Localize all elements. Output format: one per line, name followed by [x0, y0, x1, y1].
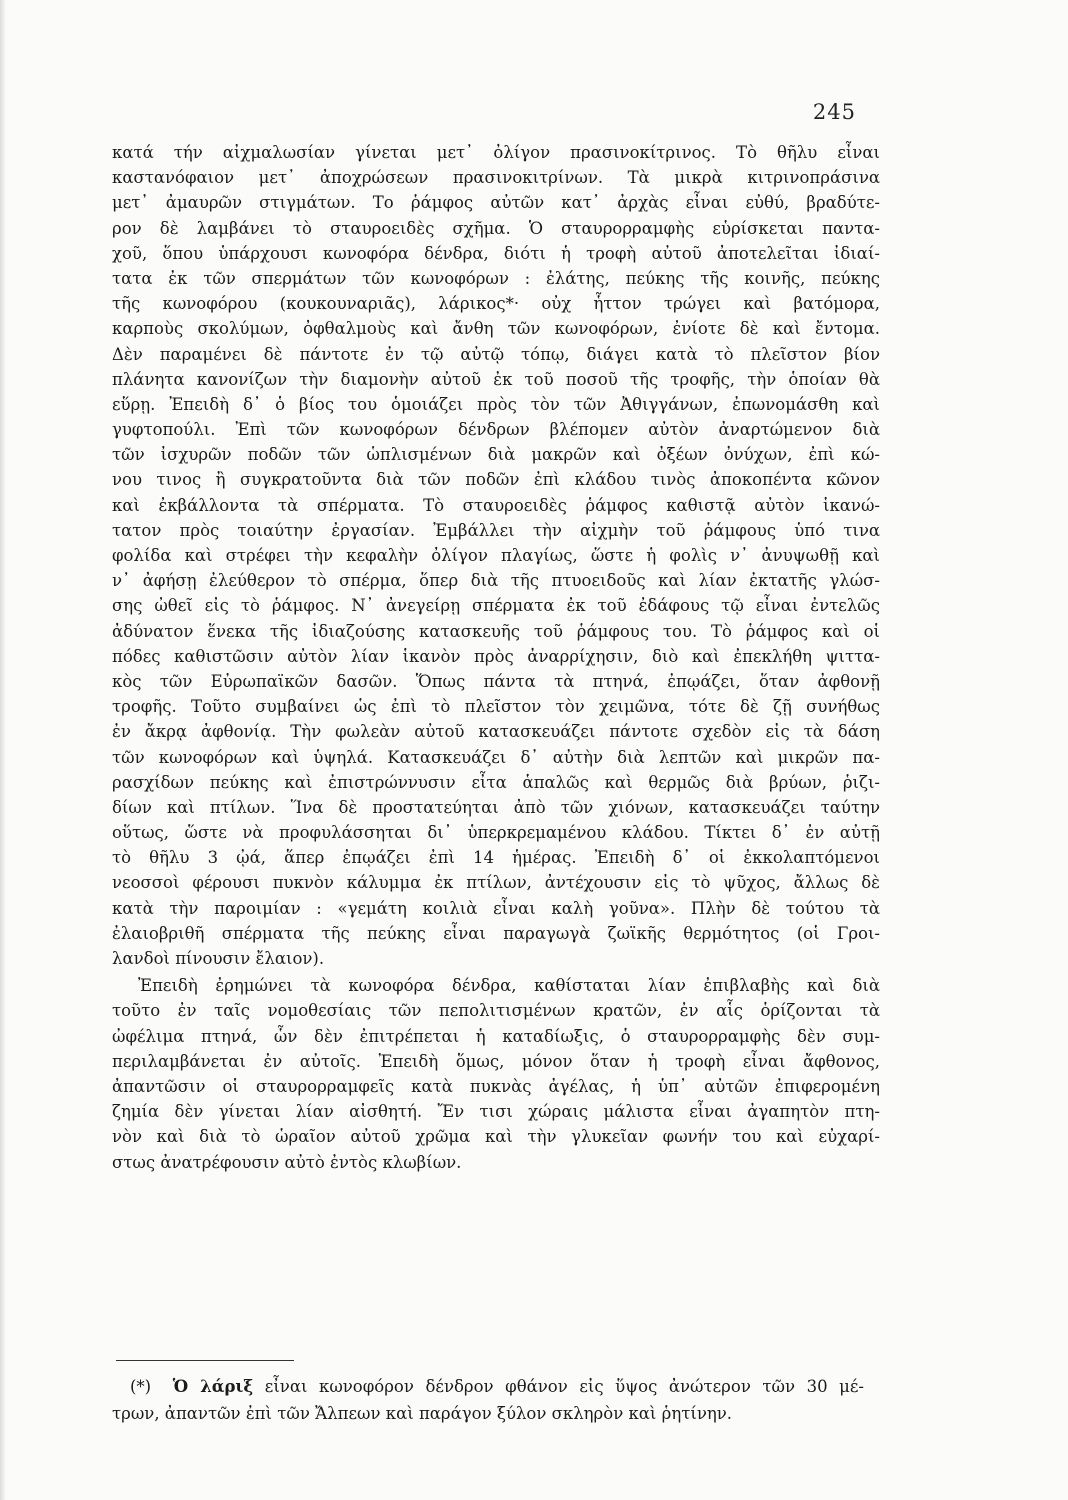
text-line: δίων καὶ πτίλων. Ἵνα δὲ προστατεύηται ἀπὸ τῶν χιόνων, κατασκευάζει ταύτην	[112, 797, 880, 817]
text-line: ν᾽ ἀφήσῃ ἐλεύθερον τὸ σπέρμα, ὅπερ διὰ τῆς πτυοειδοῦς καὶ λίαν ἐκτατῆς γλώσ-	[112, 571, 880, 591]
footnote-marker: (*)	[130, 1377, 152, 1396]
text-line: ἐλαιοβριθῆ σπέρματα τῆς πεύκης εἶναι παραγωγὰ ζωϊκῆς θερμότητος (οἱ Γροι-	[112, 923, 880, 943]
footnote-divider	[116, 1360, 294, 1361]
paragraph-crossbill-harm	[112, 973, 880, 1175]
text-line: νεοσσοὶ φέρουσι πυκνὸν κάλυμμα ἐκ πτίλων, ἀντέχουσιν εἰς τὸ ψῦχος, ἄλλως δὲ	[112, 873, 880, 893]
text-line: τατα ἐκ τῶν σπερμάτων τῶν κωνοφόρων : ἐλάτης, πεύκης τῆς κοινῆς, πεύκης	[112, 268, 880, 288]
text-line: ἀπαντῶσιν οἱ σταυρορραμφεῖς κατὰ πυκνὰς ἀγέλας, ἡ ὑπ᾽ αὐτῶν ἐπιφερομένη	[112, 1076, 880, 1096]
footnote-term: Ὁ λάριξ	[172, 1377, 254, 1396]
text-line: ρον δὲ λαμβάνει τὸ σταυροειδὲς σχῆμα. Ὁ σταυρορραμφὴς εὑρίσκεται παντα-	[112, 218, 880, 238]
text-line: μετ᾽ ἀμαυρῶν στιγμάτων. Το ῥάμφος αὐτῶν κατ᾽ ἀρχὰς εἶναι εὐθύ, βραδύτε-	[112, 193, 880, 213]
text-line: λανδοὶ πίνουσιν ἔλαιον).	[112, 949, 325, 968]
text-line: φολίδα καὶ στρέφει τὴν κεφαλὴν ὀλίγον πλαγίως, ὥστε ἡ φολὶς ν᾽ ἀνυψωθῇ καὶ	[112, 546, 880, 565]
footnote	[112, 1373, 864, 1427]
text-line: τὸ θῆλυ 3 ᾠά, ἅπερ ἐπῳάζει ἐπὶ 14 ἡμέρας. Ἐπειδὴ δ᾽ οἱ ἐκκολαπτόμενοι	[112, 848, 880, 868]
text-line: τῶν κωνοφόρων καὶ ὑψηλά. Κατασκευάζει δ᾽ αὐτὴν διὰ λεπτῶν καὶ μικρῶν πα-	[112, 747, 880, 767]
text-line: χοῦ, ὅπου ὑπάρχουσι κωνοφόρα δένδρα, διότι ἡ τροφὴ αὐτοῦ ἀποτελεῖται ἰδιαί-	[112, 243, 880, 263]
text-line: ὠφέλιμα πτηνά, ὧν δὲν ἐπιτρέπεται ἡ καταδίωξις, ὁ σταυρορραμφὴς δὲν συμ-	[112, 1026, 880, 1046]
text-line: κὸς τῶν Εὐρωπαϊκῶν δασῶν. Ὅπως πάντα τὰ πτηνά, ἐπῳάζει, ὅταν ἀφθονῇ	[112, 671, 880, 691]
text-line: εὕρῃ. Ἐπειδὴ δ᾽ ὁ βίος του ὁμοιάζει πρὸς τὸν τῶν Ἀθιγγάνων, ἐπωνομάσθη καὶ	[112, 394, 880, 414]
text-line: τῆς κωνοφόρου (κουκουναριᾶς), λάρικος*· οὐχ ἧττον τρώγει καὶ βατόμορα,	[112, 294, 880, 314]
text-line: ἐν ἄκρᾳ ἀφθονίᾳ. Τὴν φωλεὰν αὐτοῦ κατασκευάζει πάντοτε σχεδὸν εἰς τὰ δάση	[112, 722, 880, 742]
text-line: Ἐπειδὴ ἐρημώνει τὰ κωνοφόρα δένδρα, καθίσταται λίαν ἐπιβλαβὴς καὶ διὰ	[138, 976, 880, 996]
scan-edge-shadow	[0, 0, 6, 1500]
text-line: σης ὠθεῖ εἰς τὸ ῥάμφος. Ν᾽ ἀνεγείρῃ σπέρματα ἐκ τοῦ ἐδάφους τῷ εἶναι ἐντελῶς	[112, 596, 880, 616]
page-number: 245	[812, 100, 856, 124]
footnote-line-1-text: εἶναι κωνοφόρον δένδρον φθάνον εἰς ὕψος ἀνώτερον τῶν 30 μέ-	[264, 1377, 864, 1396]
text-line: καστανόφαιον μετ᾽ ἀποχρώσεων πρασινοκιτρίνων. Τὰ μικρὰ κιτρινοπράσινα	[112, 168, 880, 188]
text-line: τροφῆς. Τοῦτο συμβαίνει ὡς ἐπὶ τὸ πλεῖστον τὸν χειμῶνα, τότε δὲ ζῇ συνήθως	[112, 697, 880, 717]
text-line: πλάνητα κανονίζων τὴν διαμονὴν αὐτοῦ ἐκ τοῦ ποσοῦ τῆς τροφῆς, τὴν ὁποίαν θὰ	[112, 369, 880, 389]
text-line: περιλαμβάνεται ἐν αὐτοῖς. Ἐπειδὴ ὅμως, μόνον ὅταν ἡ τροφὴ εἶναι ἄφθονος,	[112, 1051, 880, 1071]
text-line: κατά τήν αἰχμαλωσίαν γίνεται μετ᾽ ὀλίγον πρασινοκίτρινος. Τὸ θῆλυ εἶναι	[112, 143, 880, 162]
body-text	[112, 140, 880, 1175]
text-line: καὶ ἐκβάλλοντα τὰ σπέρματα. Τὸ σταυροειδὲς ῥάμφος καθιστᾷ αὐτὸν ἱκανώ-	[112, 495, 880, 515]
text-line: νὸν καὶ διὰ τὸ ὡραῖον αὐτοῦ χρῶμα καὶ τὴν γλυκεῖαν φωνήν του καὶ εὐχαρί-	[112, 1127, 880, 1147]
text-line: τατον πρὸς τοιαύτην ἐργασίαν. Ἐμβάλλει τὴν αἰχμὴν τοῦ ῥάμφους ὑπό τινα	[112, 520, 880, 540]
text-line: γυφτοπούλι. Ἐπὶ τῶν κωνοφόρων δένδρων βλέπομεν αὐτὸν ἀναρτώμενον διὰ	[112, 420, 880, 440]
text-line: Δὲν παραμένει δὲ πάντοτε ἐν τῷ αὐτῷ τόπῳ, διάγει κατὰ τὸ πλεῖστον βίον	[112, 344, 880, 364]
text-line: κατὰ τὴν παροιμίαν : «γεμάτη κοιλιὰ εἶναι καλὴ γοῦνα». Πλὴν δὲ τούτου τὰ	[112, 898, 880, 918]
text-line: ζημία δὲν γίνεται λίαν αἰσθητή. Ἔν τισι χώραις μάλιστα εἶναι ἀγαπητὸν πτη-	[112, 1102, 880, 1122]
text-line: πόδες καθιστῶσιν αὐτὸν λίαν ἱκανὸν πρὸς ἀναρρίχησιν, διὸ καὶ ἐπεκλήθη ψιττα-	[112, 646, 880, 666]
text-line: τοῦτο ἐν ταῖς νομοθεσίαις τῶν πεπολιτισμένων κρατῶν, ἐν αἷς ὁρίζονται τὰ	[112, 1001, 880, 1021]
paragraph-crossbill-description	[112, 140, 880, 971]
text-line: ρασχίδων πεύκης καὶ ἐπιστρώννυσιν εἶτα ἁπαλῶς καὶ θερμῶς διὰ βρύων, ῥιζι-	[112, 772, 880, 792]
text-line: τῶν ἰσχυρῶν ποδῶν τῶν ὡπλισμένων διὰ μακρῶν καὶ ὀξέων ὀνύχων, ἐπὶ κώ-	[112, 445, 880, 465]
text-line: νου τινος ἢ συγκρατοῦντα διὰ τῶν ποδῶν ἐπὶ κλάδου τινὸς ἀποκοπέντα κῶνον	[112, 470, 880, 490]
text-line: οὕτως, ὥστε νὰ προφυλάσσηται δι᾽ ὑπερκρεμαμένου κλάδου. Τίκτει δ᾽ ἐν αὐτῇ	[112, 823, 880, 843]
text-line: στως ἀνατρέφουσιν αὐτὸ ἐντὸς κλωβίων.	[112, 1152, 462, 1172]
footnote-line-2: τρων, ἀπαντῶν ἐπὶ τῶν Ἄλπεων καὶ παράγον ξύλον σκληρὸν καὶ ῥητίνην.	[112, 1404, 733, 1423]
text-line: καρποὺς σκολύμων, ὀφθαλμοὺς καὶ ἄνθη τῶν κωνοφόρων, ἐνίοτε δὲ καὶ ἔντομα.	[112, 319, 880, 339]
footnote-line-1	[112, 1373, 864, 1400]
text-line: ἀδύνατον ἕνεκα τῆς ἰδιαζούσης κατασκευῆς τοῦ ῥάμφους του. Τὸ ῥάμφος καὶ οἱ	[112, 621, 880, 641]
